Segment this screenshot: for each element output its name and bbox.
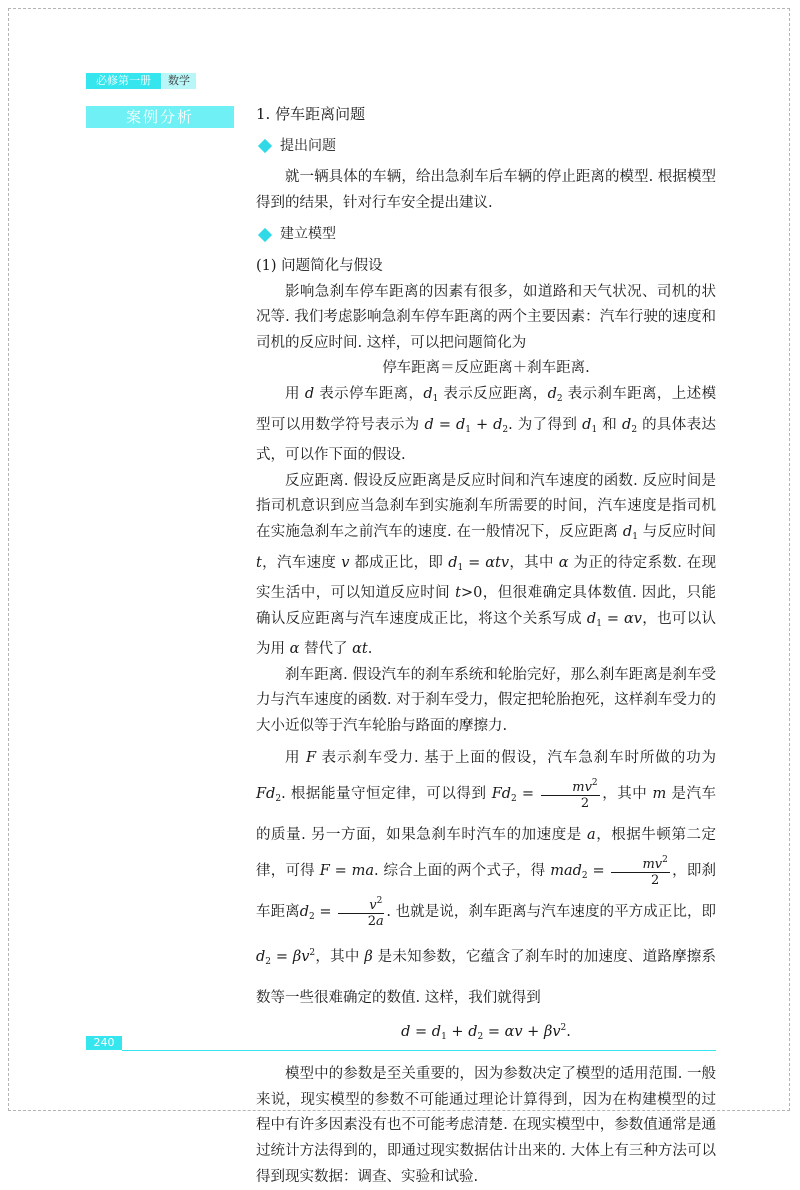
equation-final-model: $d = d_1 + d_2 = \alpha v + \beta v^2$.: [401, 1022, 571, 1042]
paragraph-intro: 就一辆具体的车辆，给出急刹车后车辆的停止距离的模型. 根据模型得到的结果，针对行车安全提出建议.: [256, 169, 716, 211]
paragraph-parameters: 模型中的参数是至关重要的，因为参数决定了模型的适用范围. 一般来说，现实模型的参数不可能通过理论计算得到，因为在构建模型的过程中有许多因素没有也不可能考虑清楚. 在现实模型中，参数值通常是通过统计方法得到的，即通过现实数据估计出来的. 大体上有三种方法可以得到现实数据：调查、实验和试验.: [256, 1066, 716, 1185]
main-content: [256, 96, 716, 1190]
subsection-label: 建立模型: [280, 226, 336, 243]
page-number: 240: [86, 1036, 122, 1050]
paragraph-factors: 影响急刹车停车距离的因素有很多，如道路和天气状况、司机的状况等. 我们考虑影响急刹车停车距离的两个主要因素：汽车行驶的速度和司机的反应时间. 这样，可以把问题简化为: [256, 283, 716, 351]
equation-stop-distance: 停车距离＝反应距离＋刹车距离.: [382, 360, 590, 377]
subsection-build-model: [256, 222, 716, 248]
book-volume-tag: 必修第一册: [86, 73, 161, 89]
paragraph-reaction-distance: 反应距离. 假设反应距离是反应时间和汽车速度的函数. 反应时间是指司机意识到应当急刹车到实施刹车所需要的时间，汽车速度是指司机在实施急刹车之前汽车的速度. 在一般情况下，反应距离 $d_1$ 与反应时间 t，汽车速度 v 都成正比，即 $d_1 = \alpha tv$，其中 α 为正的待定系数. 在现实生活中，可以知道反应时间 t>0，但很难确定具体数值. 因此，只能确认反应距离与汽车速度成正比，将这个关系写成 $d_1 = \alpha v$，也可以认为用 α 替代了 αt.: [256, 472, 717, 658]
paragraph-braking-derivation: 用 F 表示刹车受力. 基于上面的假设，汽车急刹车时所做的功为 $Fd_2$. 根据能量守恒定律，可以得到 $Fd_2$ = $\frac{mv^2}{2}$ ，其中 m 是汽车的质量. 另一方面，如果急刹车时汽车的加速度是 a，根据牛顿第二定律，可得 F = ma. 综合上面的两个式子，得 mad$_2$ = $\frac{mv^2}{2}$ ，即刹车距离$d_2$ = $\frac{v^2}{2a}$ . 也就是说，刹车距离与汽车速度的平方成正比，即$d_2 = \beta v^2$，其中 β 是未知参数，它蕴含了刹车时的加速度、道路摩擦系数等一些很难确定的数值. 这样，我们就得到: [256, 749, 717, 1006]
section-label: 案例分析: [86, 106, 234, 128]
paragraph-braking-distance: 刹车距离. 假设汽车的刹车系统和轮胎完好，那么刹车距离是刹车受力与汽车速度的函数. 对于刹车受力，假定把轮胎抱死，这样刹车受力的大小近似等于汽车轮胎与路面的摩擦力.: [256, 666, 716, 735]
step-heading: (1) 问题简化与假设: [256, 257, 383, 274]
subsection-pose-problem: [256, 134, 716, 160]
subsection-label: 提出问题: [280, 137, 336, 154]
paragraph-notation: 用 d 表示停车距离，$d_1$ 表示反应距离，$d_2$ 表示刹车距离，上述模型可以用数学符号表示为 $d = d_1 + d_2$. 为了得到 $d_1$ 和 $d_2$ 的具体表达式，可以作下面的假设.: [256, 385, 717, 464]
subject-tag: 数学: [162, 73, 196, 89]
problem-title: 1. 停车距离问题: [256, 105, 366, 123]
diamond-bullet-icon: [258, 228, 272, 242]
footer-rule: [122, 1050, 716, 1051]
diamond-bullet-icon: [258, 139, 272, 153]
